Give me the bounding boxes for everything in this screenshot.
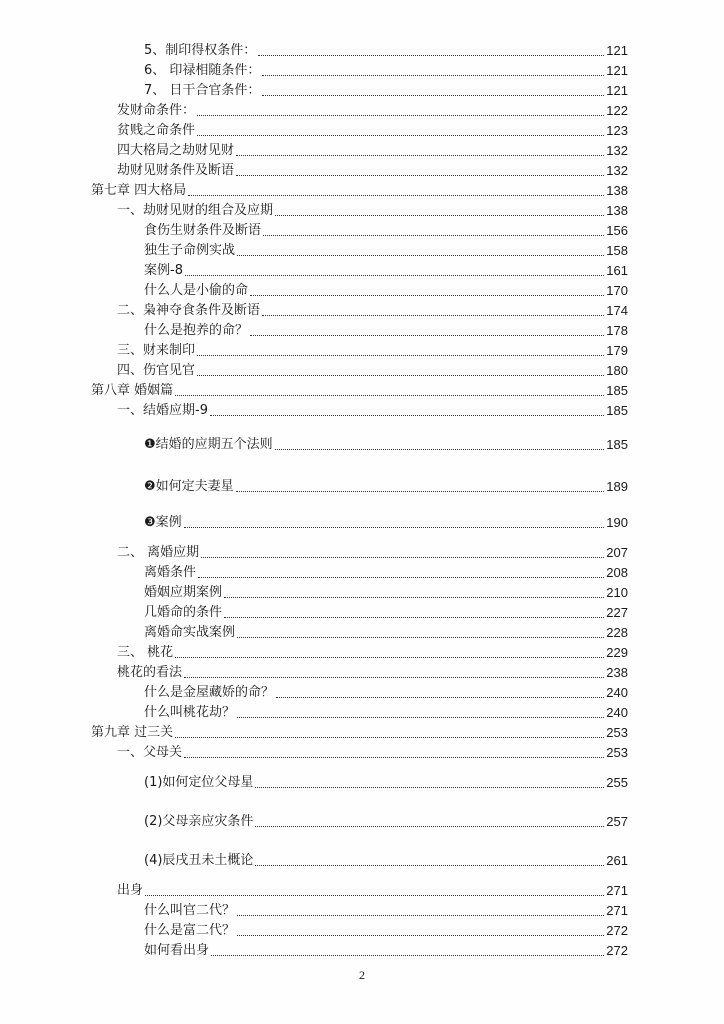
toc-entry[interactable]: [144, 605, 628, 621]
toc-page-number: 272: [606, 923, 628, 938]
dot-leader: [175, 737, 604, 738]
toc-entry[interactable]: [91, 725, 628, 741]
toc-entry[interactable]: [144, 923, 628, 939]
toc-entry[interactable]: [144, 437, 628, 453]
toc-entry[interactable]: [144, 223, 628, 239]
toc-title: 桃花的看法: [117, 665, 183, 680]
toc-page-number: 261: [606, 853, 628, 868]
toc-page-number: 132: [606, 163, 628, 178]
toc-title: 离婚条件: [144, 565, 197, 580]
toc-title: 第七章 四大格局: [91, 183, 187, 198]
toc-title: 独生子命例实战: [144, 243, 236, 258]
toc-title: 食伤生财条件及断语: [144, 223, 262, 238]
toc-page-number: 210: [606, 585, 628, 600]
toc-page-number: 170: [606, 283, 628, 298]
toc-title: (2)父母亲应灾条件: [144, 814, 254, 829]
toc-entry[interactable]: [117, 303, 628, 319]
toc-entry[interactable]: [144, 585, 628, 601]
toc-entry[interactable]: [117, 143, 628, 159]
toc-entry[interactable]: [144, 943, 628, 959]
toc-page-number: 229: [606, 645, 628, 660]
toc-entry[interactable]: [144, 515, 628, 531]
toc-page-number: 138: [606, 183, 628, 198]
toc-page-number: 228: [606, 625, 628, 640]
toc-title: 什么人是小偷的命: [144, 283, 249, 298]
toc-page-number: 158: [606, 243, 628, 258]
dot-leader: [236, 175, 604, 176]
toc-title: 什么叫桃花劫？: [144, 705, 236, 720]
dot-leader: [276, 697, 604, 698]
dot-leader: [236, 491, 605, 492]
toc-title: 贫贱之命条件: [117, 123, 196, 138]
dot-leader: [184, 527, 605, 528]
toc-entry[interactable]: [117, 545, 628, 561]
toc-page-number: 121: [606, 83, 628, 98]
dot-leader: [185, 275, 604, 276]
dot-leader: [197, 355, 604, 356]
toc-title: 6、 印禄相随条件：: [144, 63, 261, 78]
dot-leader: [237, 255, 604, 256]
toc-page-number: 255: [606, 775, 628, 790]
dot-leader: [237, 915, 604, 916]
toc-entry[interactable]: [144, 814, 628, 830]
toc-title: 一、结婚应期-9: [117, 403, 208, 418]
dot-leader: [237, 717, 604, 718]
toc-title: 四、伤官见官: [117, 363, 196, 378]
dot-leader: [250, 335, 604, 336]
toc-page-number: 253: [606, 745, 628, 760]
toc-page-number: 174: [606, 303, 628, 318]
toc-title: 四大格局之劫财见财: [117, 143, 235, 158]
toc-entry[interactable]: [144, 323, 628, 339]
toc-title: 什么是抱养的命？: [144, 323, 249, 338]
toc-entry[interactable]: [91, 183, 628, 199]
toc-page-number: 240: [606, 705, 628, 720]
toc-title: 什么是金屋藏娇的命？: [144, 685, 275, 700]
toc-entry[interactable]: [117, 123, 628, 139]
toc-page-number: 178: [606, 323, 628, 338]
toc-title: 婚姻应期案例: [144, 585, 223, 600]
dot-leader: [255, 865, 604, 866]
toc-entry[interactable]: [144, 685, 628, 701]
toc-entry[interactable]: [117, 103, 628, 119]
toc-entry[interactable]: [144, 83, 628, 99]
toc-entry[interactable]: [144, 243, 628, 259]
toc-page-number: 121: [606, 63, 628, 78]
dot-leader: [184, 757, 604, 758]
toc-page-number: 207: [606, 545, 628, 560]
toc-title: 什么叫官二代？: [144, 903, 236, 918]
toc-title: 三、财来制印: [117, 343, 196, 358]
toc-entry[interactable]: [117, 645, 628, 661]
dot-leader: [197, 135, 604, 136]
toc-title: 出身: [117, 883, 144, 898]
toc-page-number: 185: [606, 383, 628, 398]
dot-leader: [175, 657, 604, 658]
toc-entry[interactable]: [144, 853, 628, 869]
dot-leader: [263, 235, 604, 236]
toc-entry[interactable]: [117, 343, 628, 359]
toc-entry[interactable]: [117, 363, 628, 379]
toc-page-number: 179: [606, 343, 628, 358]
toc-title: 一、劫财见财的组合及应期: [117, 203, 274, 218]
dot-leader: [224, 597, 604, 598]
dot-leader: [175, 395, 604, 396]
toc-entry[interactable]: [144, 565, 628, 581]
dot-leader: [258, 55, 604, 56]
toc-page-number: 238: [606, 665, 628, 680]
dot-leader: [188, 195, 604, 196]
toc-page-number: 190: [606, 515, 628, 530]
toc-page-number: 227: [606, 605, 628, 620]
toc-entry[interactable]: [117, 745, 628, 761]
toc-page-number: 156: [606, 223, 628, 238]
dot-leader: [250, 295, 604, 296]
toc-entry[interactable]: [144, 479, 628, 495]
toc-title: 第八章 婚姻篇: [91, 383, 174, 398]
toc-title: 劫财见财条件及断语: [117, 163, 235, 178]
toc-entry[interactable]: [117, 203, 628, 219]
toc-page-number: 123: [606, 123, 628, 138]
toc-title: (1)如何定位父母星: [144, 775, 254, 790]
toc-page-number: 272: [606, 943, 628, 958]
dot-leader: [198, 577, 604, 578]
toc-page-number: 180: [606, 363, 628, 378]
dot-leader: [210, 415, 604, 416]
dot-leader: [262, 75, 604, 76]
dot-leader: [255, 826, 604, 827]
toc-page-number: 257: [606, 814, 628, 829]
dot-leader: [201, 557, 604, 558]
dot-leader: [197, 375, 604, 376]
toc-title: 离婚命实战案例: [144, 625, 236, 640]
dot-leader: [262, 95, 604, 96]
toc-title: 7、 日干合官条件：: [144, 83, 261, 98]
dot-leader: [237, 935, 604, 936]
toc-title: 如何看出身: [144, 943, 210, 958]
toc-title: 三、 桃花: [117, 645, 174, 660]
toc-page-number: 253: [606, 725, 628, 740]
dot-leader: [237, 637, 604, 638]
toc-entry[interactable]: [144, 43, 628, 59]
toc-entry[interactable]: [144, 625, 628, 641]
toc-entry[interactable]: [117, 883, 628, 899]
dot-leader: [275, 449, 605, 450]
toc-title: (4)辰戌丑未土概论: [144, 853, 254, 868]
toc-page-number: 138: [606, 203, 628, 218]
dot-leader: [236, 155, 604, 156]
toc-page-number: 208: [606, 565, 628, 580]
toc-title: 发财命条件：: [117, 103, 196, 118]
dot-leader: [275, 215, 604, 216]
toc-title: 几婚命的条件: [144, 605, 223, 620]
toc-page-number: 185: [606, 403, 628, 418]
toc-title: 二、枭神夺食条件及断语: [117, 303, 261, 318]
toc-page-number: 122: [606, 103, 628, 118]
dot-leader: [184, 677, 604, 678]
toc-page-number: 240: [606, 685, 628, 700]
toc-entry[interactable]: [144, 263, 628, 279]
toc-entry[interactable]: [144, 775, 628, 791]
toc-entry[interactable]: [91, 383, 628, 399]
toc-entry[interactable]: [144, 903, 628, 919]
toc-title: 一、父母关: [117, 745, 183, 760]
toc-entry[interactable]: [117, 163, 628, 179]
toc-page-number: 271: [606, 883, 628, 898]
toc-title: ❷如何定夫妻星: [144, 479, 234, 494]
toc-entry[interactable]: [144, 63, 628, 79]
toc-title: 案例-8: [144, 263, 183, 278]
dot-leader: [197, 115, 604, 116]
toc-page-number: 132: [606, 143, 628, 158]
toc-entry[interactable]: [144, 283, 628, 299]
toc-title: 第九章 过三关: [91, 725, 174, 740]
toc-page-number: 189: [606, 479, 628, 494]
toc-entry[interactable]: [117, 403, 628, 419]
toc-page-number: 121: [606, 43, 628, 58]
page-number: 2: [359, 968, 365, 982]
toc-title: ❸案例: [144, 515, 182, 530]
toc-page-number: 161: [606, 263, 628, 278]
dot-leader: [224, 617, 604, 618]
dot-leader: [145, 895, 604, 896]
toc-title: 二、 离婚应期: [117, 545, 200, 560]
toc-entry[interactable]: [117, 665, 628, 681]
toc-title: 什么是富二代？: [144, 923, 236, 938]
dot-leader: [262, 315, 604, 316]
toc-page-number: 271: [606, 903, 628, 918]
toc-page-number: 185: [606, 437, 628, 452]
dot-leader: [211, 955, 604, 956]
toc-title: ❶结婚的应期五个法则: [144, 437, 273, 452]
toc-entry[interactable]: [144, 705, 628, 721]
toc-title: 5、制印得权条件：: [144, 43, 257, 58]
dot-leader: [255, 787, 604, 788]
